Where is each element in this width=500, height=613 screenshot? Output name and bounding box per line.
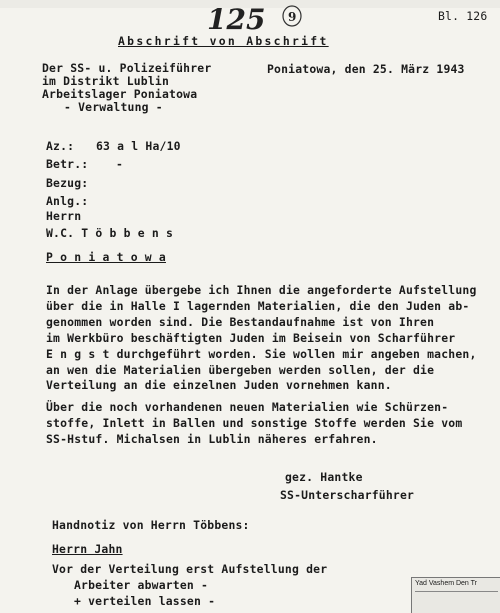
body-line: an wen die Materialien übergeben werden sollen, der die <box>46 362 435 377</box>
place-date: Poniatowa, den 25. März 1943 <box>267 62 465 76</box>
note-addressee: Herrn Jahn <box>52 542 123 556</box>
sender-line: Arbeitslager Poniatowa <box>42 87 198 101</box>
handwritten-number-text: 125 <box>207 3 266 36</box>
note-body <box>52 561 327 610</box>
recipient-name: W.C. T ö b b e n s <box>46 226 174 240</box>
body-line: SS-Hstuf. Michalsen in Lublin näheres erfahren. <box>46 432 378 447</box>
faded-stamp-impression <box>329 136 482 204</box>
field-value: - <box>116 157 124 172</box>
sender-line: - Verwaltung - <box>64 100 163 114</box>
folio-reference: Bl. 126 <box>438 9 488 23</box>
body-line: stoffe, Inlett in Ballen und sonstige Stoffe werden Sie vom <box>46 416 463 431</box>
note-line: Vor der Verteilung erst Aufstellung der <box>52 562 328 576</box>
signature-rank: SS-Unterscharführer <box>280 488 415 502</box>
field-row <box>46 174 181 192</box>
body-line: genommen worden sind. Die Bestandaufnahme ist von Ihren <box>46 314 435 329</box>
field-value: 63 a l Ha/10 <box>96 139 181 153</box>
document-heading: Abschrift von Abschrift <box>118 34 329 48</box>
field-label: Anlg.: <box>46 193 89 208</box>
sender-line: Der SS- u. Polizeiführer <box>42 61 212 75</box>
field-row <box>46 155 181 173</box>
field-row <box>46 192 181 210</box>
circled-number-text: 9 <box>288 10 297 24</box>
recipient-city: P o n i a t o w a <box>46 250 166 264</box>
note-title: Handnotiz von Herrn Többens: <box>52 518 250 532</box>
stamp-divider <box>415 591 498 592</box>
body-line: E n g s t durchgeführt worden. Sie wollen mir angeben machen, <box>46 346 477 361</box>
archive-stamp-text: Yad Vashem Den Tr <box>415 580 477 587</box>
body-line: im Werkbüro beschäftigten Juden im Beisein von Scharführer <box>46 330 456 345</box>
field-label: Betr.: <box>46 157 89 172</box>
recipient-salutation: Herrn <box>46 209 82 223</box>
archive-stamp <box>411 577 500 613</box>
field-row <box>46 137 181 155</box>
note-line: Arbeiter abwarten - <box>74 578 209 593</box>
handwritten-page-number <box>205 2 315 36</box>
body-line: Über die noch vorhandenen neuen Materialien wie Schürzen- <box>46 400 449 415</box>
sender-line: im Distrikt Lublin <box>42 74 170 88</box>
body-line: In der Anlage übergebe ich Ihnen die angeforderte Aufstellung <box>46 283 477 297</box>
sender-block <box>42 62 211 114</box>
signature-name: gez. Hantke <box>285 470 363 484</box>
reference-fields <box>46 137 181 210</box>
note-line: + verteilen lassen - <box>74 594 216 609</box>
field-label: Bezug: <box>46 175 89 190</box>
letter-body <box>46 283 477 448</box>
field-label: Az.: <box>46 139 75 153</box>
body-line: über die in Halle I lagernden Materialien, die den Juden ab- <box>46 298 470 313</box>
body-line: Verteilung an die einzelnen Juden vornehmen kann. <box>46 378 392 393</box>
